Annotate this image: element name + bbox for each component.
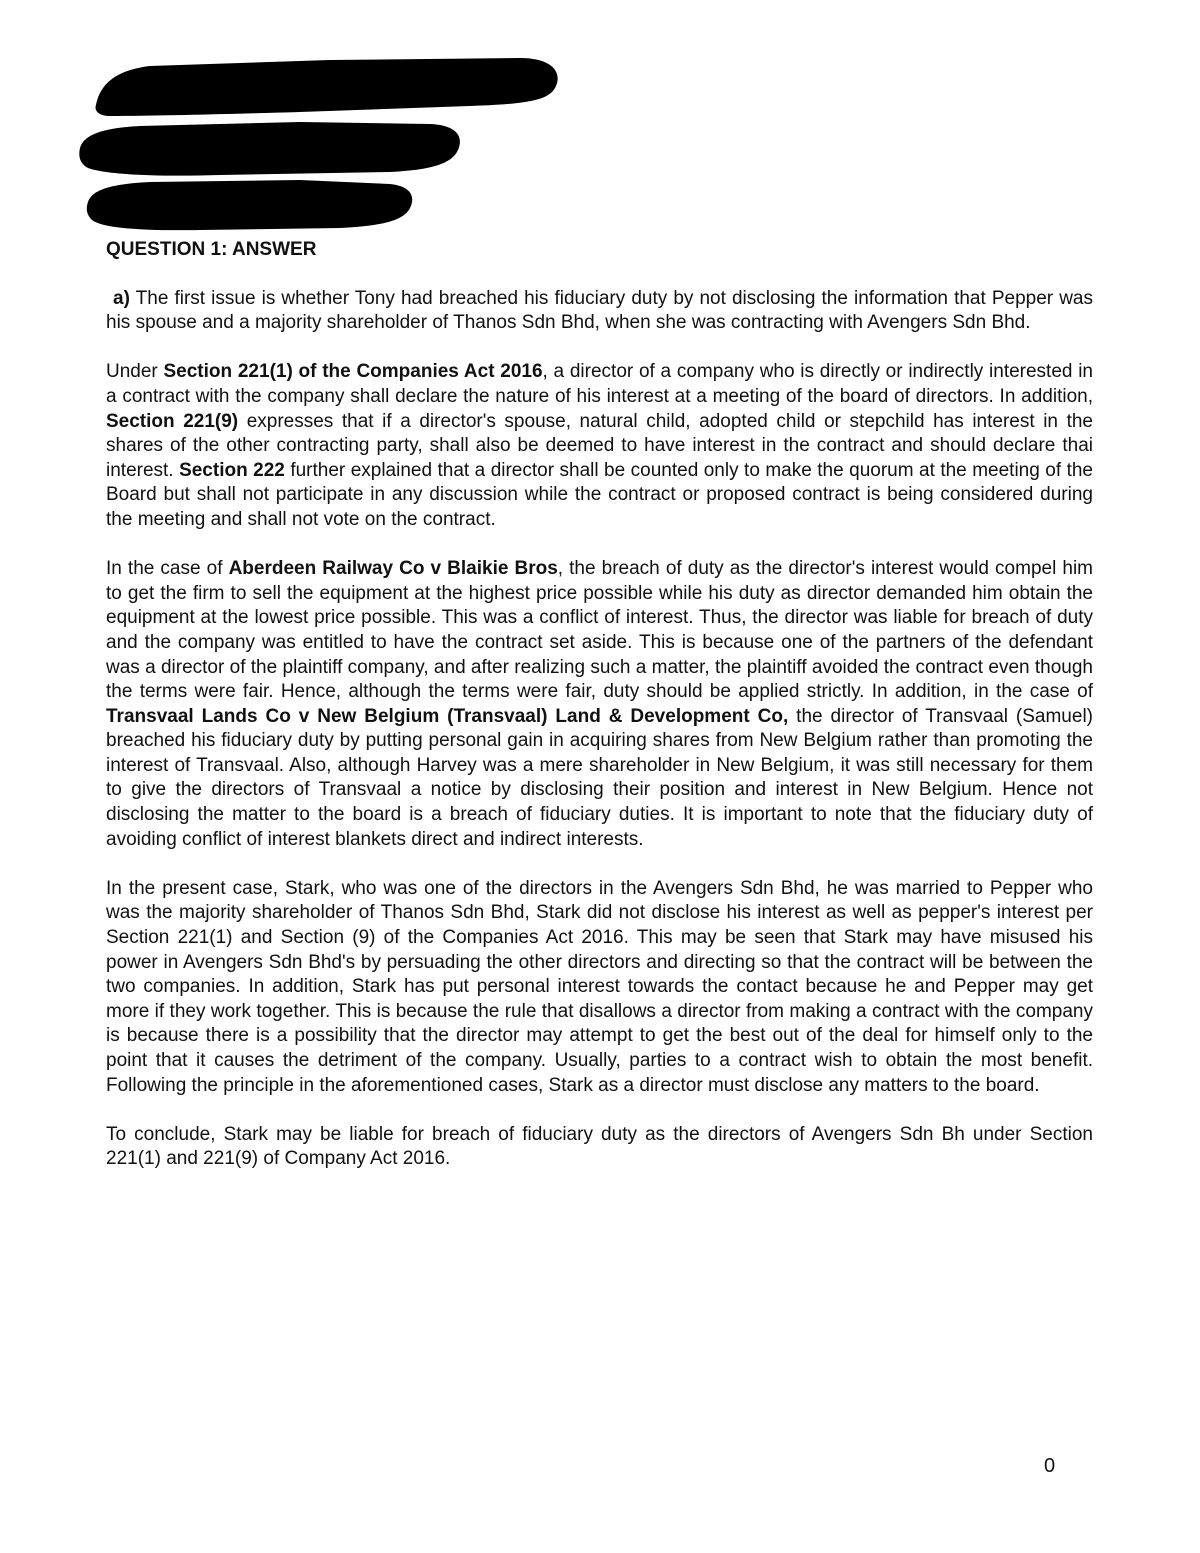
paragraph-p2 xyxy=(106,360,1093,532)
bold-reference: Section 222 xyxy=(179,459,285,481)
paragraph-p4 xyxy=(106,877,1093,1098)
paragraph-p1 xyxy=(106,287,1093,336)
paragraph-text: the director of Transvaal (Samuel) breached his fiduciary duty by putting personal gain in acquiring shares from New Belgium rather than promoting the interest of Transvaal. Also, although Harvey was a mere shareholder in New Belgium, it was still necessary for them to give the directors of Transvaal a notice by disclosing their position and interest in New Belgium. Hence not disclosing the matter to the board is a breach of fiduciary duties. It is important to note that the fiduciary duty of avoiding conflict of interest blankets direct and indirect interests. xyxy=(106,705,1093,850)
bold-reference: a) xyxy=(113,287,130,309)
redaction-stroke-1 xyxy=(96,58,558,116)
paragraph-text: Under xyxy=(106,361,164,383)
paragraph-text: , the breach of duty as the director's interest would compel him to get the firm to sell the equipment at the highest price possible while his duty as director demanded him obtain the equipment at the lowest price possible. This was a conflict of interest. Thus, the director was liable for breach of duty and the company was entitled to have the contract set aside. This is because one of the partners of the defendant was a director of the plaintiff company, and after realizing such a matter, the plaintiff avoided the contract even though the terms were fair. Hence, although the terms were fair, duty should be applied strictly. In addition, in the case of xyxy=(106,558,1093,703)
bold-reference: Aberdeen Railway Co v Blaikie Bros xyxy=(228,558,558,580)
document-body xyxy=(106,238,1093,1197)
paragraph-text: In the case of xyxy=(106,558,229,580)
question-heading: QUESTION 1: ANSWER xyxy=(106,239,317,260)
bold-reference: Section 221(1) of the Companies Act 2016 xyxy=(163,361,543,383)
paragraph-text: expresses that if a director's spouse, natural child, adopted child or stepchild has interest in the shares of the other contracting party, shall also be deemed to have interest in the contract and should declare thai interest. xyxy=(106,410,1093,481)
paragraph-p3 xyxy=(106,557,1093,852)
page-number: 0 xyxy=(1044,1455,1056,1477)
bold-reference: Section 221(9) xyxy=(106,410,239,432)
paragraph-text: The first issue is whether Tony had breached his fiduciary duty by not disclosing the information that Pepper was his spouse and a majority shareholder of Thanos Sdn Bhd, when she was contracting with Avengers Sdn Bhd. xyxy=(106,287,1093,334)
answer-paragraphs xyxy=(106,287,1093,1172)
redaction-stroke-2 xyxy=(79,122,460,176)
redaction-stroke-3 xyxy=(87,180,412,230)
paragraph-text: To conclude, Stark may be liable for breach of fiduciary duty as the directors of Avengers Sdn Bh under Section 221(1) and 221(9) of Company Act 2016. xyxy=(106,1123,1093,1170)
paragraph-text: In the present case, Stark, who was one of the directors in the Avengers Sdn Bhd, he was married to Pepper who was the majority shareholder of Thanos Sdn Bhd, Stark did not disclose his interest as well as pepper's interest per Section 221(1) and Section (9) of the Companies Act 2016. This may be seen that Stark may have misused his power in Avengers Sdn Bhd's by persuading the other directors and directing so that the contract will be between the two companies. In addition, Stark has put personal interest towards the contact because he and Pepper may get more if they work together. This is because the rule that disallows a director from making a contract with the company is because there is a possibility that the director may attempt to get the best out of the deal for himself only to the point that it causes the detriment of the company. Usually, parties to a contract wish to obtain the most benefit. Following the principle in the aforementioned cases, Stark as a director must disclose any matters to the board. xyxy=(106,877,1093,1096)
redaction-marks xyxy=(0,0,600,240)
paragraph-p5 xyxy=(106,1123,1093,1172)
bold-reference: Transvaal Lands Co v New Belgium (Transvaal) Land & Development Co, xyxy=(106,705,789,727)
paragraph-text: , a director of a company who is directly or indirectly interested in a contract with the company shall declare the nature of his interest at a meeting of the board of directors. In addition, xyxy=(106,361,1094,407)
paragraph-text: further explained that a director shall be counted only to make the quorum at the meeting of the Board but shall not participate in any discussion while the contract or proposed contract is being considered during the meeting and shall not vote on the contract. xyxy=(106,459,1093,530)
